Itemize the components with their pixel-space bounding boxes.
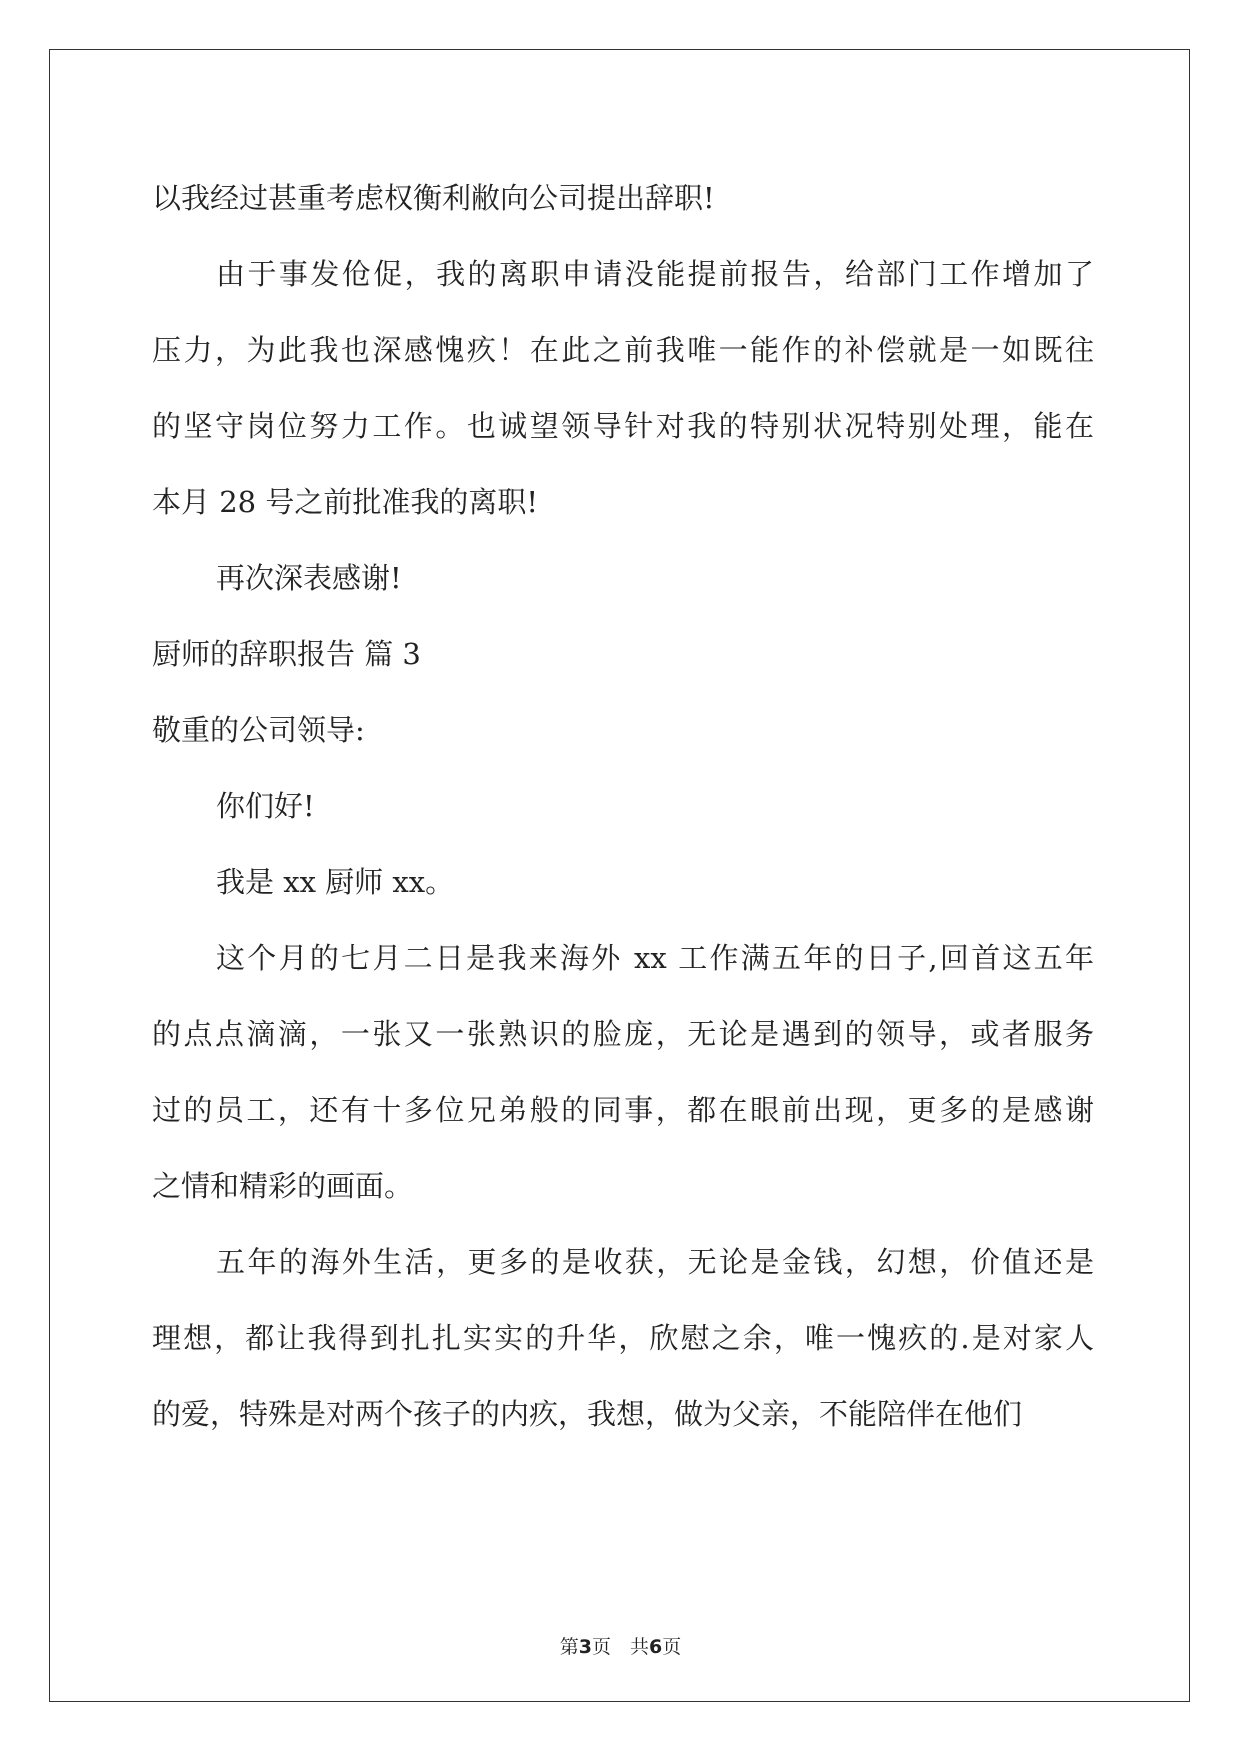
text-line: 你们好! xyxy=(216,789,315,823)
paragraph xyxy=(152,844,1094,920)
footer-suffix: 页 xyxy=(662,1636,682,1658)
text-line: 的点点滴滴，一张又一张熟识的脸庞，无论是遇到的领导，或者服务 xyxy=(152,1017,1094,1051)
paragraph xyxy=(152,616,1094,692)
paragraph xyxy=(152,920,1094,1224)
text-line: 再次深表感谢! xyxy=(216,561,402,595)
paragraph xyxy=(152,160,1094,236)
page-footer xyxy=(0,1632,1241,1659)
text-line: 之情和精彩的画面。 xyxy=(152,1169,414,1203)
text-line: 以我经过甚重考虑权衡利敝向公司提出辞职! xyxy=(152,181,715,215)
paragraph xyxy=(152,236,1094,540)
paragraph xyxy=(152,768,1094,844)
text-line: 由于事发伧促，我的离职申请没能提前报告，给部门工作增加了 xyxy=(216,257,1094,291)
text-line: 五年的海外生活，更多的是收获，无论是金钱，幻想，价值还是 xyxy=(216,1245,1094,1279)
text-line: 压力，为此我也深感愧疚！在此之前我唯一能作的补偿就是一如既往 xyxy=(152,333,1094,367)
footer-middle: 页 共 xyxy=(591,1636,649,1658)
text-line: 我是 xx 厨师 xx。 xyxy=(216,865,455,899)
text-line: 理想，都让我得到扎扎实实的升华，欣慰之余，唯一愧疚的.是对家人 xyxy=(152,1321,1094,1355)
text-line: 的坚守岗位努力工作。也诚望领导针对我的特别状况特别处理，能在 xyxy=(152,409,1094,443)
text-line: 过的员工，还有十多位兄弟般的同事，都在眼前出现，更多的是感谢 xyxy=(152,1093,1094,1127)
text-line: 这个月的七月二日是我来海外 xx 工作满五年的日子,回首这五年 xyxy=(216,941,1094,975)
paragraph xyxy=(152,540,1094,616)
text-line: 本月 28 号之前批准我的离职! xyxy=(152,485,538,519)
footer-total-pages: 6 xyxy=(649,1636,663,1658)
text-line: 敬重的公司领导: xyxy=(152,713,365,747)
footer-prefix: 第 xyxy=(559,1636,579,1658)
text-line: 厨师的辞职报告 篇 3 xyxy=(152,637,421,671)
paragraph xyxy=(152,1224,1094,1452)
text-line: 的爱，特殊是对两个孩子的内疚，我想，做为父亲，不能陪伴在他们 xyxy=(152,1397,1023,1431)
document-body xyxy=(152,160,1094,1452)
footer-page-number: 3 xyxy=(578,1636,592,1658)
paragraph xyxy=(152,692,1094,768)
